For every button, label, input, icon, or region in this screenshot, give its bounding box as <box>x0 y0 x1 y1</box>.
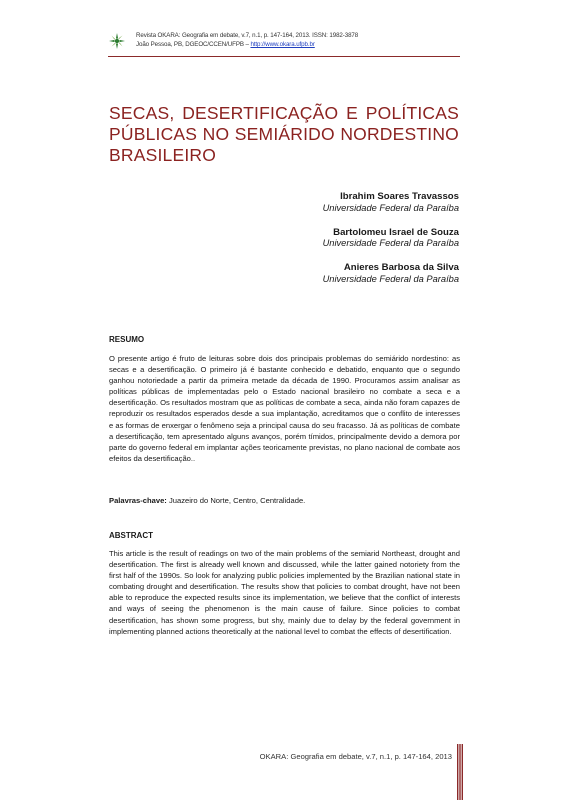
article-title: SECAS, DESERTIFICAÇÃO E POLÍTICAS PÚBLICAS NO SEMIÁRIDO NORDESTINO BRASILEIRO <box>109 103 459 165</box>
author-block <box>159 262 459 285</box>
abstract-heading: ABSTRACT <box>109 531 153 540</box>
journal-header <box>136 31 358 49</box>
author-name: Bartolomeu Israel de Souza <box>333 226 459 238</box>
header-location-text: João Pessoa, PB, DGEOC/CCEN/UFPB – <box>136 41 251 48</box>
resumo-heading: RESUMO <box>109 335 145 344</box>
resumo-text: O presente artigo é fruto de leituras sobre dois dos principais problemas do semiárido nordestino: as secas e a desertificação. O primeiro já é bastante conhecido e debatido, enquanto que o segundo ganhou notoriedade a partir da primeira metade da década de 1990. Procuramos assim analisar as políticas públicas de implementadas pelo o Estado nacional brasileiro no combate a seca e a desertificação. Os resultados mostram que as políticas de combate a seca, ainda não foram capazes de reproduzir os resultados esperados desde a sua implantação, acreditamos que o conflito de interesses e as formas de enxergar o fenômeno seja a principal causa do seu fracasso. Já as políticas de combate a desertificação, tem apresentado alguns avanços, porém tímidos, principalmente devido a demora por parte do governo federal em implantar ações teoricamente previstas, no plano nacional de combate aos efeitos da desertificação.. <box>109 354 460 463</box>
author-affiliation: Universidade Federal da Paraíba <box>322 202 459 213</box>
author-name: Ibrahim Soares Travassos <box>340 191 459 202</box>
keywords <box>109 496 305 505</box>
author-affiliation: Universidade Federal da Paraíba <box>322 273 459 284</box>
author-name: Anieres Barbosa da Silva <box>343 262 459 273</box>
author-list <box>159 191 459 298</box>
footer-decoration <box>457 744 463 800</box>
header-citation-line: Revista OKARA: Geografia em debate, v.7, n.1, p. 147-164, 2013. ISSN: 1982-3878 <box>136 32 359 39</box>
author-affiliation: Universidade Federal da Paraíba <box>322 238 459 248</box>
author-block <box>159 191 459 214</box>
journal-logo-icon <box>109 33 125 49</box>
footer-citation: OKARA: Geografia em debate, v.7, n.1, p. 147-164, 2013 <box>259 752 452 761</box>
header-location-line <box>136 40 358 49</box>
abstract-text: This article is the result of readings on two of the main problems of the semiarid Northeast, drought and desertification. The first is already well known and discussed, while the latter gained notoriety from the first half of the 1990s. So look for analyzing public policies implemented by the Brazilian national state in combating drought and desertification. The results show that policies to combat drought, have not been able to reproduce the expected results since its implementation, we believe that the conflict of interests and ways of seeing the phenomenon is the main cause of failure. Since policies to combat desertification, has shown some progress, but shy, mainly due to delay by the federal government in implementing planned actions theoretically at the national level to combat the effects of desertification. <box>109 549 460 636</box>
keywords-label: Palavras-chave: <box>109 496 167 505</box>
journal-website-link[interactable]: http://www.okara.ufpb.br <box>250 41 315 48</box>
header-divider <box>108 56 460 57</box>
author-block <box>159 227 459 250</box>
keywords-value: Juazeiro do Norte, Centro, Centralidade. <box>166 496 306 505</box>
